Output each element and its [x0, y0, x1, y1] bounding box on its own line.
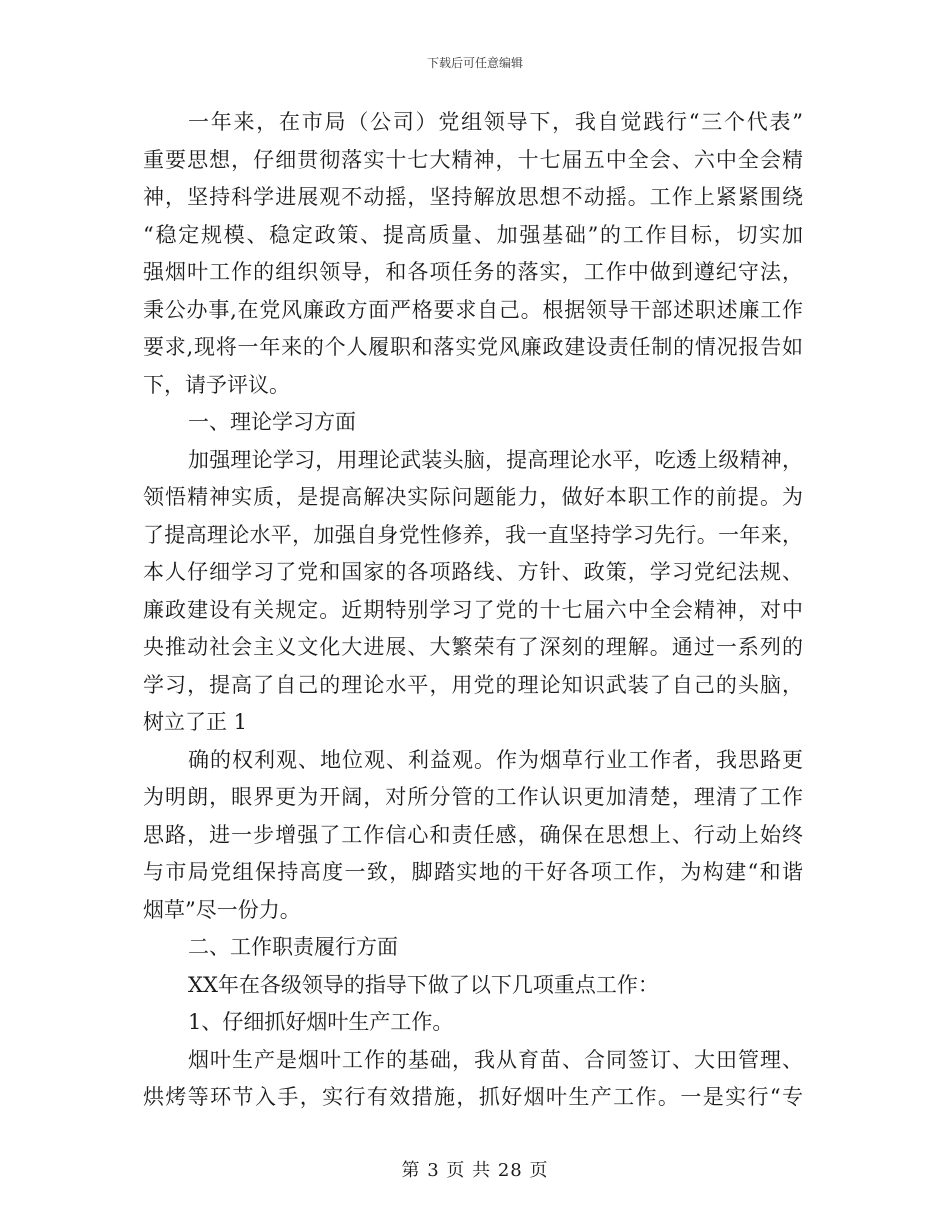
- document-body: [143, 104, 803, 1117]
- text-line: 本人仔细学习了党和国家的各项路线、方针、政策，学习党纪法规、: [143, 560, 803, 584]
- text-line: 要求,现将一年来的个人履职和落实党风廉政建设责任制的情况报告如: [143, 335, 803, 359]
- text-line: 了提高理论水平，加强自身党性修养，我一直坚持学习先行。一年来，: [143, 522, 803, 547]
- page-footer: 第 3 页 共 28 页: [401, 1160, 549, 1181]
- text-line: 烘烤等环节入手，实行有效措施，抓好烟叶生产工作。一是实行“专: [143, 1085, 803, 1109]
- text-line: 树立了正 1: [143, 710, 248, 734]
- text-line: 与市局党组保持高度一致，脚踏实地的干好各项工作，为构建“和谐: [143, 860, 803, 884]
- text-line: 烟草”尽一份力。: [143, 897, 301, 922]
- text-line: 下，请予评议。: [143, 372, 290, 397]
- section-heading: 二、工作职责履行方面: [188, 935, 398, 959]
- text-line: 领悟精神实质，是提高解决实际问题能力，做好本职工作的前提。为: [143, 485, 803, 509]
- subsection-heading: 1、仔细抓好烟叶生产工作。: [188, 1010, 454, 1034]
- text-line: 烟叶生产是烟叶工作的基础，我从育苗、合同签订、大田管理、: [188, 1047, 803, 1072]
- text-line: 神，坚持科学进展观不动摇，坚持解放思想不动摇。工作上紧紧围绕: [143, 185, 803, 209]
- section-heading: 一、理论学习方面: [188, 410, 356, 434]
- text-line: 廉政建设有关规定。近期特别学习了党的十七届六中全会精神，对中: [143, 597, 803, 622]
- text-line: 确的权利观、地位观、利益观。作为烟草行业工作者，我思路更: [188, 747, 803, 772]
- text-line: 一年来，在市局（公司）党组领导下，我自觉践行“三个代表”: [188, 110, 803, 134]
- text-line: 央推动社会主义文化大进展、大繁荣有了深刻的理解。通过一系列的: [143, 635, 803, 659]
- text-line: 为明朗，眼界更为开阔，对所分管的工作认识更加清楚，理清了工作: [143, 785, 803, 809]
- text-line: 学习，提高了自己的理论水平，用党的理论知识武装了自己的头脑，: [143, 672, 803, 697]
- text-line: 加强理论学习，用理论武装头脑，提高理论水平，吃透上级精神，: [188, 447, 803, 472]
- text-line: 重要思想，仔细贯彻落实十七大精神，十七届五中全会、六中全会精: [143, 147, 803, 172]
- text-line: XX年在各级领导的指导下做了以下几项重点工作：: [188, 972, 659, 997]
- page-header-note: 下载后可任意编辑: [426, 56, 523, 70]
- text-line: “稳定规模、稳定政策、提高质量、加强基础”的工作目标，切实加: [143, 222, 803, 247]
- text-line: 思路，进一步增强了工作信心和责任感，确保在思想上、行动上始终: [143, 822, 803, 847]
- text-line: 秉公办事,在党风廉政方面严格要求自己。根据领导干部述职述廉工作: [143, 297, 803, 322]
- text-line: 强烟叶工作的组织领导，和各项任务的落实，工作中做到遵纪守法，: [143, 260, 803, 284]
